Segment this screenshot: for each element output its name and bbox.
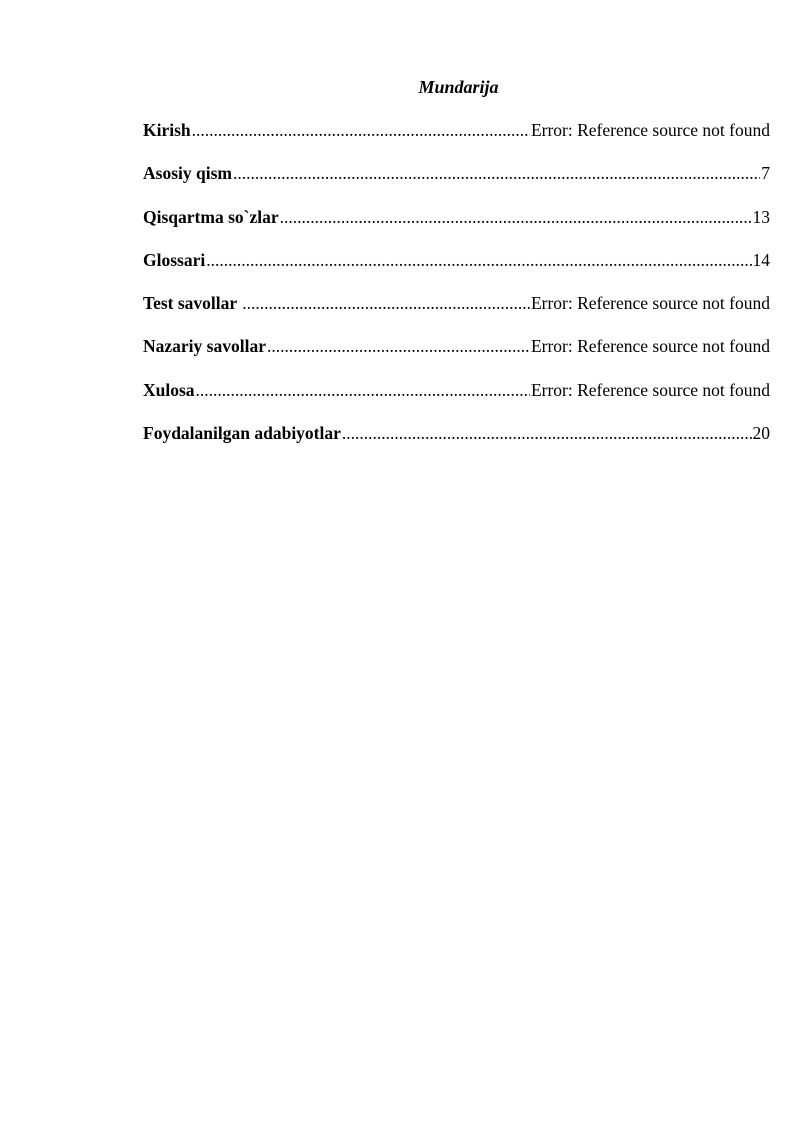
toc-entry-asosiy-qism[interactable] — [143, 161, 770, 204]
toc-entry-label: Qisqartma so`zlar — [143, 206, 279, 227]
toc-dot-leader — [280, 205, 752, 229]
toc-dot-leader — [206, 248, 751, 272]
toc-entry-kirish[interactable] — [143, 118, 770, 161]
toc-entry-label: Kirish — [143, 120, 191, 140]
toc-title-container — [143, 75, 770, 99]
toc-entry-page: Error: Reference source not found — [530, 379, 770, 400]
toc-entry-test-savollar[interactable] — [143, 291, 770, 334]
toc-entry-nazariy-savollar[interactable] — [143, 334, 770, 377]
toc-dot-leader — [242, 291, 530, 315]
toc-dot-leader — [342, 421, 752, 445]
toc-entry-xulosa[interactable] — [143, 378, 770, 421]
toc-entry-page: 14 — [752, 249, 770, 270]
toc-entry-label: Test savollar — [143, 293, 242, 314]
toc-entry-page: 20 — [752, 423, 770, 444]
toc-entry-label: Nazariy savollar — [143, 336, 266, 357]
toc-dot-leader — [192, 118, 530, 142]
table-of-contents — [143, 118, 770, 464]
toc-entry-qisqartma-sozlar[interactable] — [143, 205, 770, 248]
toc-entry-page: 7 — [761, 163, 770, 184]
toc-entry-page: 13 — [752, 206, 770, 227]
toc-entry-page: Error: Reference source not found — [530, 293, 770, 314]
toc-entry-label: Glossari — [143, 249, 206, 270]
toc-entry-glossari[interactable] — [143, 248, 770, 291]
toc-dot-leader — [196, 378, 530, 402]
toc-entry-label: Xulosa — [143, 379, 195, 400]
toc-entry-label: Foydalanilgan adabiyotlar — [143, 423, 341, 444]
toc-entry-page: Error: Reference source not found — [530, 336, 770, 357]
toc-dot-leader — [267, 334, 530, 358]
toc-entry-page: Error: Reference source not found — [530, 120, 770, 140]
toc-entry-label: Asosiy qism — [143, 163, 232, 184]
toc-title: Mundarija — [418, 77, 499, 97]
toc-entry-foydalanilgan-adabiyotlar[interactable] — [143, 421, 770, 464]
toc-dot-leader — [233, 161, 760, 185]
